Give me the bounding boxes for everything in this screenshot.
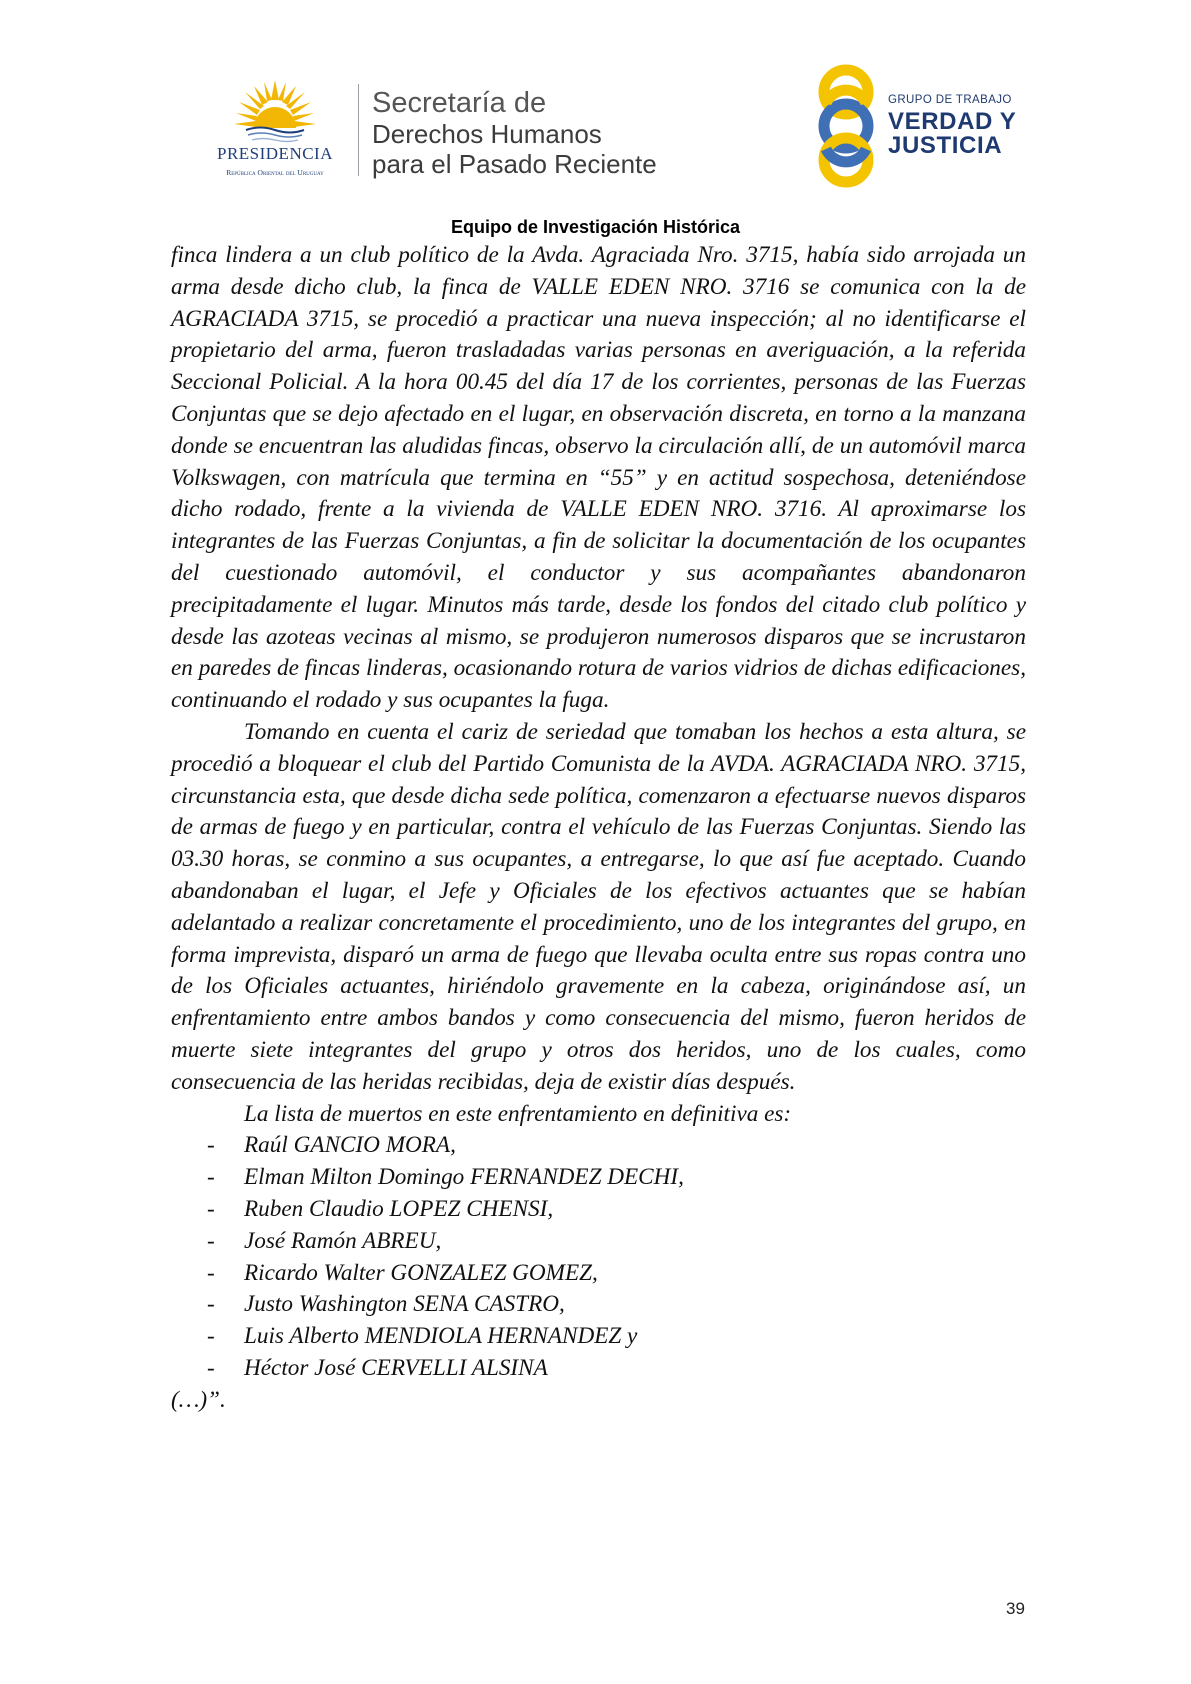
list-item bbox=[171, 1321, 1026, 1353]
list-item-text: Justo Washington SENA CASTRO, bbox=[244, 1291, 565, 1318]
secretaria-line-3: para el Pasado Reciente bbox=[372, 149, 657, 179]
page-header bbox=[0, 0, 1191, 237]
vj-small-title: GRUPO DE TRABAJO bbox=[888, 94, 1012, 106]
list-dash: - bbox=[207, 1132, 215, 1159]
list-item bbox=[171, 1289, 1026, 1321]
list-dash: - bbox=[207, 1164, 215, 1191]
secretaria-line-2: Derechos Humanos bbox=[372, 119, 602, 149]
sun-icon bbox=[234, 78, 316, 144]
page-number: 39 bbox=[1006, 1599, 1025, 1618]
list-item-text: Raúl GANCIO MORA, bbox=[244, 1132, 456, 1159]
list-intro: La lista de muertos en este enfrentamiento en definitiva es: bbox=[244, 1100, 792, 1127]
presidencia-name: PRESIDENCIA bbox=[216, 144, 333, 163]
paragraph-2: Tomando en cuenta el cariz de seriedad que tomaban los hechos a esta altura, se procedió a bloquear el club del Partido Comunista de la AVDA. AGRACIADA NRO. 3715, circunstancia esta, que desde dicha sede política, comenzaron a efectuarse nuevos disparos de armas de fuego y en particular, contra el vehículo de las Fuerzas Conjuntas. Siendo las 03.30 horas, se conmino a sus ocupantes, a entregarse, lo que así fue aceptado. Cuando abandonaban el lugar, el Jefe y Oficiales de los efectivos actuantes que se habían adelantado a realizar concretamente el procedimiento, uno de los integrantes del grupo, en forma imprevista, disparó un arma de fuego que llevaba oculta entre sus ropas contra uno de los Oficiales actuantes, hiriéndolo gravemente en la cabeza, originándose así, un enfrentamiento entre ambos bandos y como consecuencia del mismo, fueron heridos de muerte siete integrantes del grupo y otros dos heridos, uno de los cuales, como consecuencia de las heridas recibidas, deja de existir días después. bbox=[171, 718, 1026, 1095]
list-item-text: Ruben Claudio LOPEZ CHENSI, bbox=[244, 1195, 554, 1222]
list-item bbox=[171, 1130, 1026, 1162]
list-dash: - bbox=[207, 1227, 215, 1254]
list-dash: - bbox=[207, 1354, 215, 1381]
logo-divider bbox=[358, 84, 359, 176]
list-item-text: José Ramón ABREU, bbox=[244, 1227, 442, 1254]
document-body bbox=[171, 240, 1026, 1416]
list-item bbox=[171, 1194, 1026, 1226]
paragraph-1: finca lindera a un club político de la Avda. Agraciada Nro. 3715, había sido arrojada un arma desde dicho club, la finca de VALLE EDEN NRO. 3716 se comunica con la de AGRACIADA 3715, se procedió a practicar una nueva inspección; al no identificarse el propietario del arma, fueron trasladadas varias personas en averiguación, a la referida Seccional Policial. A la hora 00.45 del día 17 de los corrientes, personas de las Fuerzas Conjuntas que se dejo afectado en el lugar, en observación discreta, en torno a la manzana donde se encuentran las aludidas fincas, observo la circulación allí, de un automóvil marca Volkswagen, con matrícula que termina en “55” y en actitud sospechosa, deteniéndose dicho rodado, frente a la vivienda de VALLE EDEN NRO. 3716. Al aproximarse los integrantes de las Fuerzas Conjuntas, a fin de solicitar la documentación de los ocupantes del cuestionado automóvil, el conductor y sus acompañantes abandonaron precipitadamente el lugar. Minutos más tarde, desde los fondos del citado club político y desde las azoteas vecinas al mismo, se produjeron numerosos disparos que se incrustaron en paredes de fincas linderas, ocasionando rotura de varios vidrios de dichas edificaciones, continuando el rodado y sus ocupantes la fuga. bbox=[171, 242, 1026, 714]
list-item bbox=[171, 1353, 1026, 1385]
presidencia-subtitle: República Oriental del Uruguay bbox=[226, 168, 324, 177]
secretaria-logo-text bbox=[372, 88, 657, 179]
list-item-text: Luis Alberto MENDIOLA HERNANDEZ y bbox=[244, 1323, 638, 1350]
list-item-text: Ricardo Walter GONZALEZ GOMEZ, bbox=[244, 1259, 598, 1286]
list-dash: - bbox=[207, 1291, 215, 1318]
secretaria-line-1: Secretaría de bbox=[372, 87, 547, 119]
list-item-text: Elman Milton Domingo FERNANDEZ DECHI, bbox=[244, 1164, 684, 1191]
list-item-text: Héctor José CERVELLI ALSINA bbox=[244, 1354, 548, 1381]
vj-line-1: VERDAD Y bbox=[888, 108, 1017, 135]
vj-line-2: JUSTICIA bbox=[888, 132, 1003, 159]
presidencia-logo bbox=[196, 78, 354, 188]
list-dash: - bbox=[207, 1259, 215, 1286]
deaths-list bbox=[171, 1130, 1026, 1384]
list-dash: - bbox=[207, 1195, 215, 1222]
list-dash: - bbox=[207, 1323, 215, 1350]
list-item bbox=[171, 1226, 1026, 1258]
team-title: Equipo de Investigación Histórica bbox=[450, 217, 741, 237]
list-item bbox=[171, 1162, 1026, 1194]
list-item bbox=[171, 1258, 1026, 1290]
closing-quote: (…)”. bbox=[171, 1386, 226, 1413]
verdad-justicia-logo bbox=[808, 62, 1028, 190]
rings-icon bbox=[808, 62, 886, 190]
